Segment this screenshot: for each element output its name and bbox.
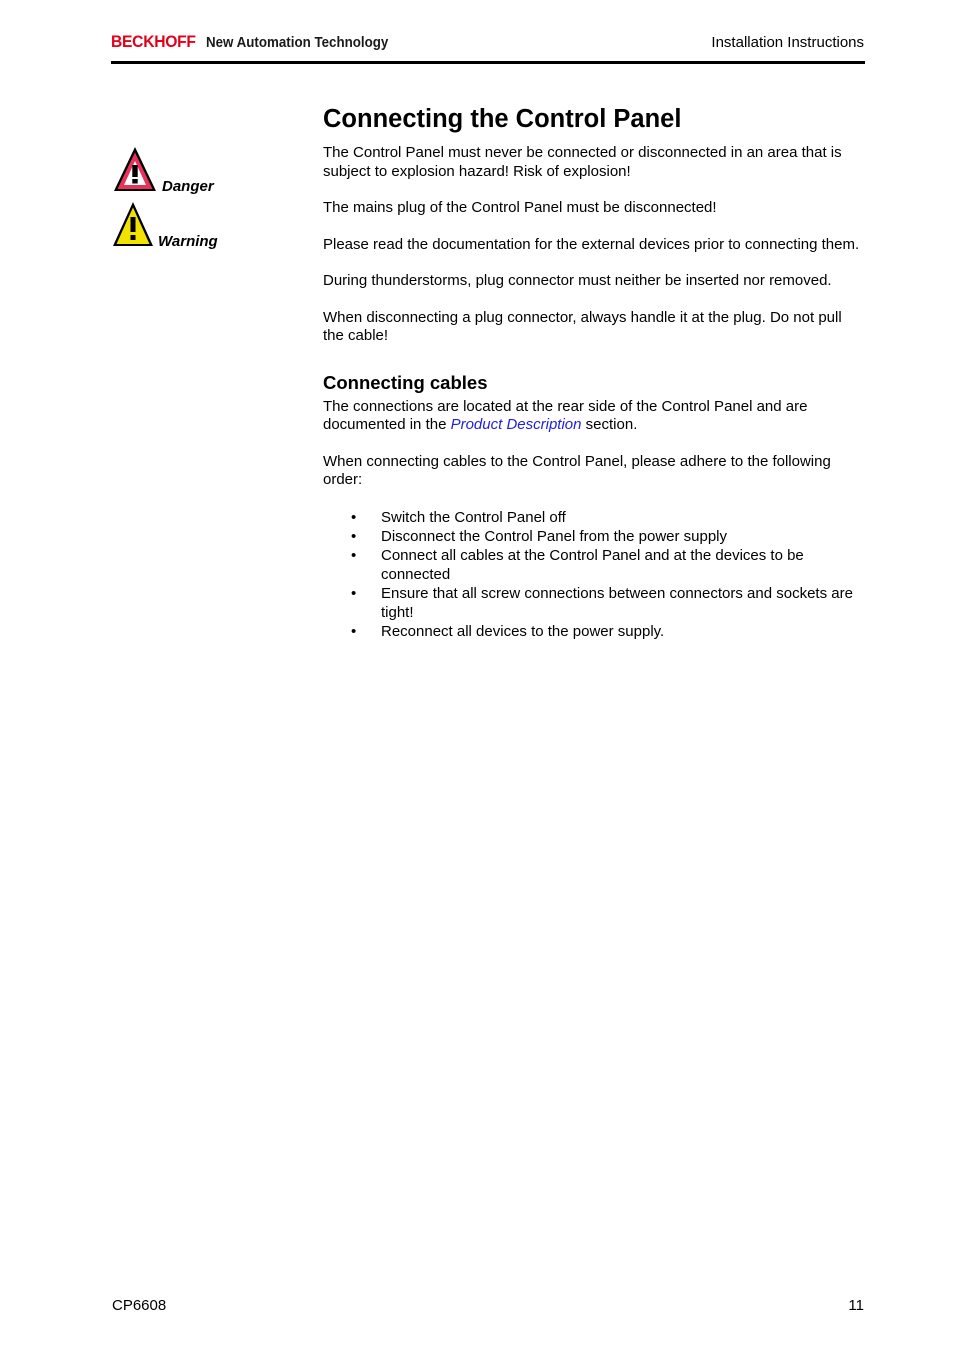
bullet-icon: • — [351, 622, 357, 640]
paragraph: During thunderstorms, plug connector must neither be inserted nor removed. — [323, 272, 832, 289]
paragraph: When disconnecting a plug connector, always handle it at the plug. Do not pull the cable! — [323, 308, 842, 344]
danger-note — [112, 145, 214, 198]
list-item — [323, 546, 863, 584]
caution-warning-triangle-icon — [112, 200, 154, 253]
header-logo — [111, 32, 404, 56]
paragraph: The mains plug of the Control Panel must be disconnected! — [323, 199, 717, 216]
brand-logo-text: BECKHOFF — [111, 32, 196, 51]
brand-tagline: New Automation Technology — [205, 35, 388, 51]
bullet-icon: • — [351, 584, 357, 602]
list-item-text: Switch the Control Panel off — [381, 508, 566, 526]
cables-intro-paragraph — [323, 398, 863, 435]
cables-intro-text: The connections are located at the rear side of the Control Panel and are documented in the — [323, 397, 808, 433]
cables-intro-tail: section. — [585, 416, 638, 433]
bullet-icon: • — [351, 546, 357, 564]
product-description-link[interactable]: Product Description — [450, 416, 582, 433]
main-content — [323, 104, 863, 641]
order-intro-paragraph: When connecting cables to the Control Panel, please adhere to the following order: — [323, 452, 831, 488]
danger-label: Danger — [162, 178, 214, 195]
list-item-text: Ensure that all screw connections between connectors and sockets are tight! — [381, 584, 853, 621]
list-item — [323, 584, 863, 622]
list-item — [323, 527, 863, 546]
bullet-icon: • — [351, 527, 357, 545]
footer-product-name: CP6608 — [112, 1297, 167, 1314]
warning-note — [112, 200, 218, 253]
paragraph: Please read the documentation for the external devices prior to connecting them. — [323, 235, 860, 253]
header-divider — [111, 61, 865, 64]
header-section-title: Installation Instructions — [711, 34, 864, 51]
list-item-text: Reconnect all devices to the power supply. — [381, 622, 665, 640]
warning-label: Warning — [158, 233, 218, 250]
paragraph: The Control Panel must never be connected or disconnected in an area that is subject to explosion hazard! Risk of explosion! — [323, 144, 842, 180]
list-item — [323, 622, 863, 641]
list-item-text: Disconnect the Control Panel from the power supply — [381, 527, 728, 545]
list-item — [323, 508, 863, 527]
danger-warning-triangle-icon — [112, 145, 158, 198]
page-title: Connecting the Control Panel — [323, 105, 682, 133]
list-item-text: Connect all cables at the Control Panel and at the devices to be connected — [381, 546, 804, 583]
section-heading: Connecting cables — [323, 371, 488, 393]
bullet-icon: • — [351, 508, 357, 526]
steps-list — [323, 508, 863, 641]
footer-page-number: 11 — [848, 1297, 864, 1314]
